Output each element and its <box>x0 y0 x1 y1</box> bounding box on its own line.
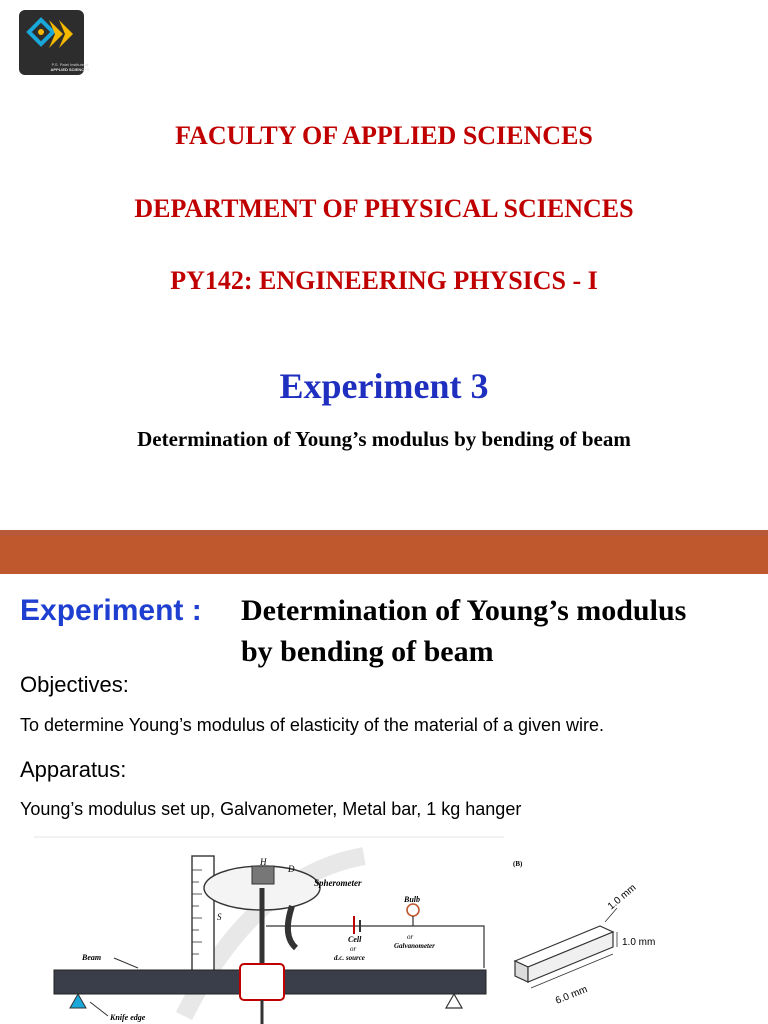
label-knife-edge: Knife edge <box>110 1013 146 1022</box>
objectives-heading: Objectives: <box>20 672 129 697</box>
apparatus-diagram <box>34 836 504 1024</box>
department-heading: DEPARTMENT OF PHYSICAL SCIENCES <box>134 194 634 223</box>
circuit-wire <box>266 926 484 968</box>
spherometer-leg <box>288 906 296 948</box>
bulb-symbol <box>407 904 419 916</box>
label-or-2: or <box>350 945 357 953</box>
knife-edge-right <box>446 994 462 1008</box>
apparatus-text: Young’s modulus set up, Galvanometer, Metal bar, 1 kg hanger <box>20 799 522 819</box>
label-d: D <box>288 864 295 874</box>
content-slide <box>0 574 768 1024</box>
label-beam: Beam <box>82 953 102 962</box>
objectives-text: To determine Young’s modulus of elasticity of the material of a given wire. <box>20 715 604 735</box>
experiment-heading-line1: Determination of Young’s modulus <box>241 594 687 627</box>
dim-height: 1.0 mm <box>622 937 656 948</box>
apparatus-heading: Apparatus: <box>20 757 127 782</box>
experiment-heading-line2: by bending of beam <box>241 635 494 668</box>
label-s: S <box>217 912 222 922</box>
label-spherometer: Spherometer <box>314 878 362 888</box>
dim-thickness: 1.0 mm <box>605 882 639 913</box>
slide-divider-band <box>0 536 768 574</box>
beam-clamp <box>240 964 284 1000</box>
vertical-scale <box>192 856 214 986</box>
knife-edge-left <box>70 994 86 1008</box>
logo-caption-line1: P.S. Patel Institute of <box>51 62 89 67</box>
label-dc-source: d.c. source <box>334 954 365 962</box>
label-or-1: or <box>407 933 414 941</box>
spherometer-knob <box>252 866 274 884</box>
institute-logo <box>19 10 90 75</box>
logo-caption-line2: APPLIED SCIENCES <box>50 67 90 72</box>
logo-caption <box>41 62 99 72</box>
label-cell: Cell <box>348 935 362 944</box>
label-h: H <box>260 857 267 867</box>
experiment-subtitle: Determination of Young’s modulus by bending of beam <box>137 427 631 451</box>
experiment-label: Experiment : <box>20 594 202 627</box>
dim-length: 6.0 mm <box>554 984 590 1007</box>
label-galvanometer: Galvanometer <box>394 942 435 950</box>
figure-label: (B) <box>513 860 523 868</box>
experiment-title: Experiment 3 <box>279 366 489 406</box>
bar-dimension-diagram <box>505 836 695 1024</box>
faculty-heading: FACULTY OF APPLIED SCIENCES <box>175 121 593 150</box>
course-heading: PY142: ENGINEERING PHYSICS - I <box>170 266 598 295</box>
label-bulb: Bulb <box>404 895 421 904</box>
